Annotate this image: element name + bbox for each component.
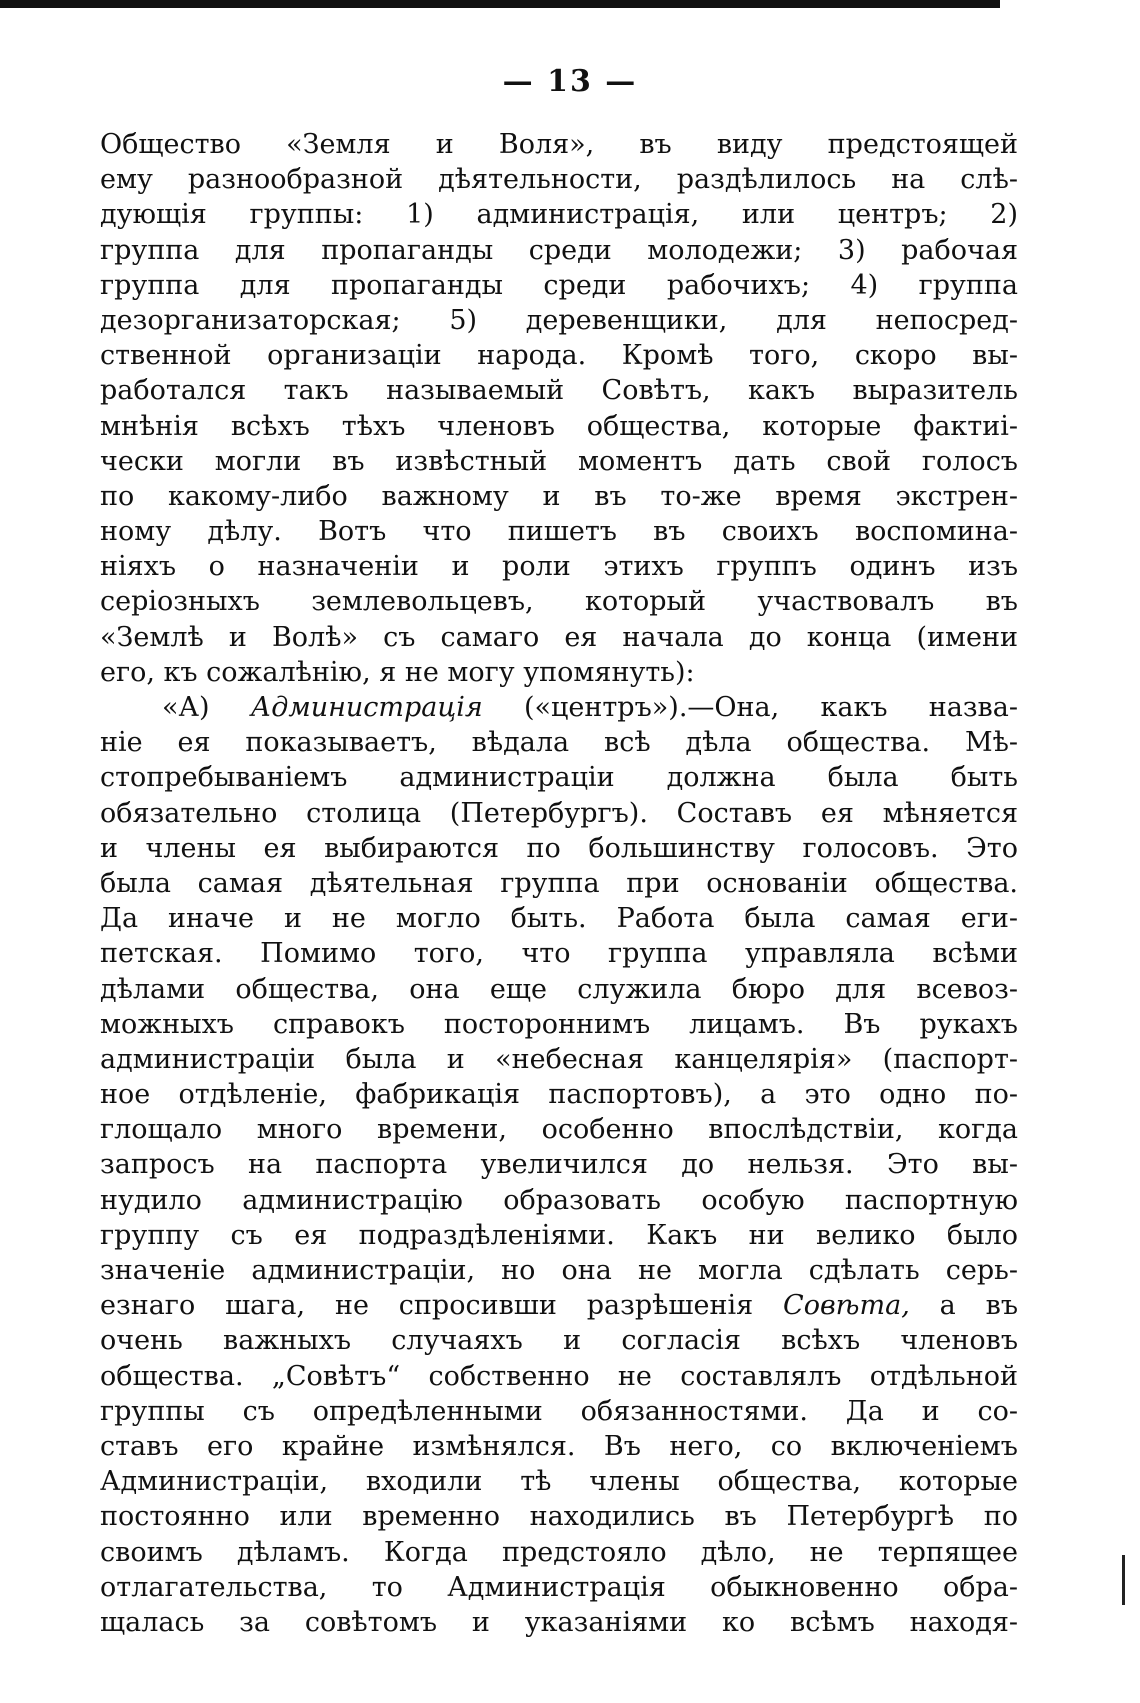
text-line: запросъ на паспорта увеличился до нельзя. Это вы- — [100, 1149, 1018, 1181]
text-line: мнѣнія всѣхъ тѣхъ членовъ общества, которые фактиі- — [100, 410, 1018, 442]
section-a-heading-line — [100, 690, 1018, 725]
text-line: обязательно столица (Петербургъ). Составъ ея мѣняется — [100, 797, 1018, 829]
text-line: можныхъ справокъ постороннимъ лицамъ. Въ рукахъ — [100, 1008, 1018, 1040]
text-line: отлагательства, то Администрація обыкновенно обра- — [100, 1571, 1018, 1603]
text-line: «Землѣ и Волѣ» съ самаго ея начала до конца (имени — [100, 621, 1018, 653]
text-line: по какому-либо важному и въ то-же время экстрен- — [100, 480, 1018, 512]
text-line: значеніе администраціи, но она не могла сдѣлать серь- — [100, 1255, 1018, 1286]
text-line: постоянно или временно находились въ Петербургѣ по — [100, 1501, 1018, 1533]
text-line: его, къ сожалѣнію, я не могу упомянуть): — [100, 656, 695, 688]
text-line: серіозныхъ землевольцевъ, который участвовалъ въ — [100, 586, 1018, 618]
text-line: Администраціи, входили тѣ члены общества, которые — [100, 1466, 1018, 1498]
text-line: группа для пропаганды среди рабочихъ; 4) группа — [100, 269, 1018, 301]
body-text — [100, 127, 1018, 1640]
text-line: дѣлами общества, она еще служила бюро для всевоз- — [100, 973, 1018, 1005]
text-line: дующія группы: 1) администрація, или центръ; 2) — [100, 199, 1018, 231]
text-line: работался такъ называемый Совѣтъ, какъ выразитель — [100, 375, 1018, 407]
council-line — [100, 1288, 1018, 1323]
text-line: общества. „Совѣтъ“ собственно не составлялъ отдѣльной — [100, 1360, 1018, 1392]
text-line: ное отдѣленіе, фабрикація паспортовъ), а это одно по- — [100, 1079, 1018, 1111]
council-italic: Совѣта, — [783, 1290, 910, 1322]
text-line: дезорганизаторская; 5) деревенщики, для непосред- — [100, 304, 1018, 336]
text-line: была самая дѣятельная группа при основаніи общества. — [100, 867, 1018, 899]
text-line: петская. Помимо того, что группа управляла всѣми — [100, 938, 1018, 970]
text-line: очень важныхъ случаяхъ и согласія всѣхъ членовъ — [100, 1325, 1018, 1357]
section-a-title: Администрація — [250, 692, 483, 723]
section-a-open: «А) — [162, 692, 210, 723]
text-line: щалась за совѣтомъ и указаніями ко всѣмъ находя- — [100, 1606, 1018, 1638]
text-line: Общество «Земля и Воля», въ виду предстоящей — [100, 129, 1018, 160]
text-line: ему разнообразной дѣятельности, раздѣлилось на слѣ- — [100, 164, 1018, 196]
text-line: нудило администрацію образовать особую паспортную — [100, 1184, 1018, 1216]
text-line: ственной организаціи народа. Кромѣ того, скоро вы- — [100, 340, 1018, 372]
text-line: ніе ея показываетъ, вѣдала всѣ дѣла общества. Мѣ- — [100, 727, 1018, 759]
text-line: чески могли въ извѣстный моментъ дать свой голосъ — [100, 445, 1018, 477]
text-line: глощало много времени, особенно впослѣдствіи, когда — [100, 1114, 1018, 1146]
text-line: ніяхъ о назначеніи и роли этихъ группъ одинъ изъ — [100, 551, 1018, 583]
text-line: стопребываніемъ администраціи должна была быть — [100, 762, 1018, 794]
text-line: группа для пропаганды среди молодежи; 3) рабочая — [100, 234, 1018, 266]
text-line: ному дѣлу. Вотъ что пишетъ въ своихъ воспомина- — [100, 516, 1018, 548]
council-line-rest: а въ — [939, 1290, 1019, 1322]
scan-margin-mark — [1122, 1555, 1125, 1605]
section-a-rest: («центръ»).—Она, какъ назва- — [523, 692, 1018, 723]
council-line-start: езнаго шага, не спросивши разрѣшенія — [100, 1290, 754, 1322]
text-line: и члены ея выбираются по большинству голосовъ. Это — [100, 832, 1018, 864]
text-line: администраціи была и «небесная канцелярія» (паспорт- — [100, 1043, 1018, 1075]
text-line: ставъ его крайне измѣнялся. Въ него, со включеніемъ — [100, 1430, 1018, 1462]
text-line: группы съ опредѣленными обязанностями. Да и со- — [100, 1395, 1018, 1427]
text-line: группу съ ея подраздѣленіями. Какъ ни велико было — [100, 1219, 1018, 1251]
top-border-rule — [0, 0, 1000, 8]
page-number: — 13 — — [502, 64, 638, 99]
text-line: Да иначе и не могло быть. Работа была самая еги- — [100, 903, 1018, 935]
text-line: своимъ дѣламъ. Когда предстояло дѣло, не терпящее — [100, 1536, 1018, 1568]
